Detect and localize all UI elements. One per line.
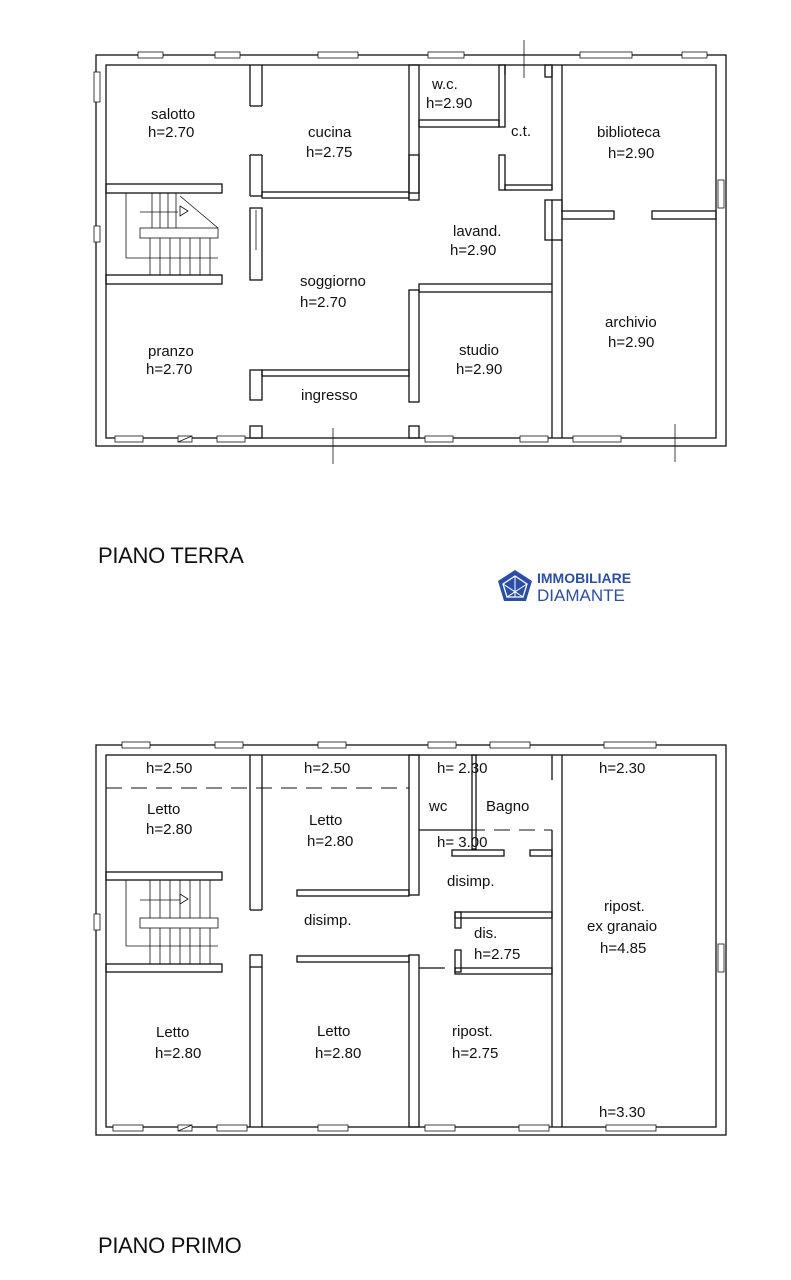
height-label: h=3.30 xyxy=(599,1104,646,1121)
logo-sub: DIAMANTE xyxy=(537,586,625,605)
room-name-archivio: archivio xyxy=(605,314,657,331)
room-name-pranzo: pranzo xyxy=(148,343,194,360)
height-label: h=2.30 xyxy=(599,760,646,777)
room-height-letto: h=2.80 xyxy=(146,821,193,838)
room-height-dis: h=2.75 xyxy=(474,946,521,963)
brand-logo xyxy=(498,570,631,605)
room-height-ripost: h=2.75 xyxy=(452,1045,499,1062)
room-name-disimp: disimp. xyxy=(304,912,352,929)
room-name-dis: dis. xyxy=(474,925,498,942)
room-name-letto: Letto xyxy=(156,1024,190,1041)
ground-floor-plan xyxy=(94,40,726,464)
room-name-ingresso: ingresso xyxy=(301,387,358,404)
height-label: h=2.50 xyxy=(146,760,193,777)
ground-floor-labels xyxy=(146,76,661,404)
room-height-lavanderia: h=2.90 xyxy=(450,242,497,259)
room-height-archivio: h=2.90 xyxy=(608,334,655,351)
room-height-ripost: h=4.85 xyxy=(600,940,647,957)
room-height-wc: h=2.90 xyxy=(426,95,473,112)
room-name-ex-granaio: ex granaio xyxy=(587,918,658,935)
room-name-soggiorno: soggiorno xyxy=(300,273,366,290)
room-name-wc: wc xyxy=(429,798,448,815)
room-name-ripost: ripost. xyxy=(604,898,645,915)
room-height-cucina: h=2.75 xyxy=(306,144,353,161)
height-label: h= 3.00 xyxy=(437,834,488,851)
room-name-letto: Letto xyxy=(147,801,181,818)
room-name-disimp: disimp. xyxy=(447,873,495,890)
ground-floor-title: PIANO TERRA xyxy=(98,543,244,568)
room-height-letto: h=2.80 xyxy=(307,833,354,850)
room-name-lavanderia: lavand. xyxy=(453,223,502,240)
room-name-letto: Letto xyxy=(309,812,343,829)
stairs-first xyxy=(126,880,218,964)
room-name-biblioteca: biblioteca xyxy=(597,124,661,141)
first-floor-plan xyxy=(94,742,726,1135)
stairs-ground xyxy=(126,193,218,275)
room-name-ct: c.t. xyxy=(511,123,532,140)
diamond-logo-icon xyxy=(498,570,532,601)
height-label: h= 2.30 xyxy=(437,760,488,777)
first-floor-title: PIANO PRIMO xyxy=(98,1233,242,1258)
room-name-salotto: salotto xyxy=(151,106,196,123)
room-height-soggiorno: h=2.70 xyxy=(300,294,347,311)
room-height-studio: h=2.90 xyxy=(456,361,503,378)
room-name-studio: studio xyxy=(459,342,500,359)
height-label: h=2.50 xyxy=(304,760,351,777)
room-name-cucina: cucina xyxy=(308,124,352,141)
room-height-biblioteca: h=2.90 xyxy=(608,145,655,162)
first-floor-labels xyxy=(146,760,657,1121)
room-name-bagno: Bagno xyxy=(486,798,530,815)
room-name-letto: Letto xyxy=(317,1023,351,1040)
room-height-letto: h=2.80 xyxy=(155,1045,202,1062)
room-height-pranzo: h=2.70 xyxy=(146,361,193,378)
logo-name: IMMOBILIARE xyxy=(537,570,632,586)
room-height-salotto: h=2.70 xyxy=(148,124,195,141)
room-name-ripost: ripost. xyxy=(452,1023,493,1040)
room-height-letto: h=2.80 xyxy=(315,1045,362,1062)
room-name-wc: w.c. xyxy=(432,76,458,93)
